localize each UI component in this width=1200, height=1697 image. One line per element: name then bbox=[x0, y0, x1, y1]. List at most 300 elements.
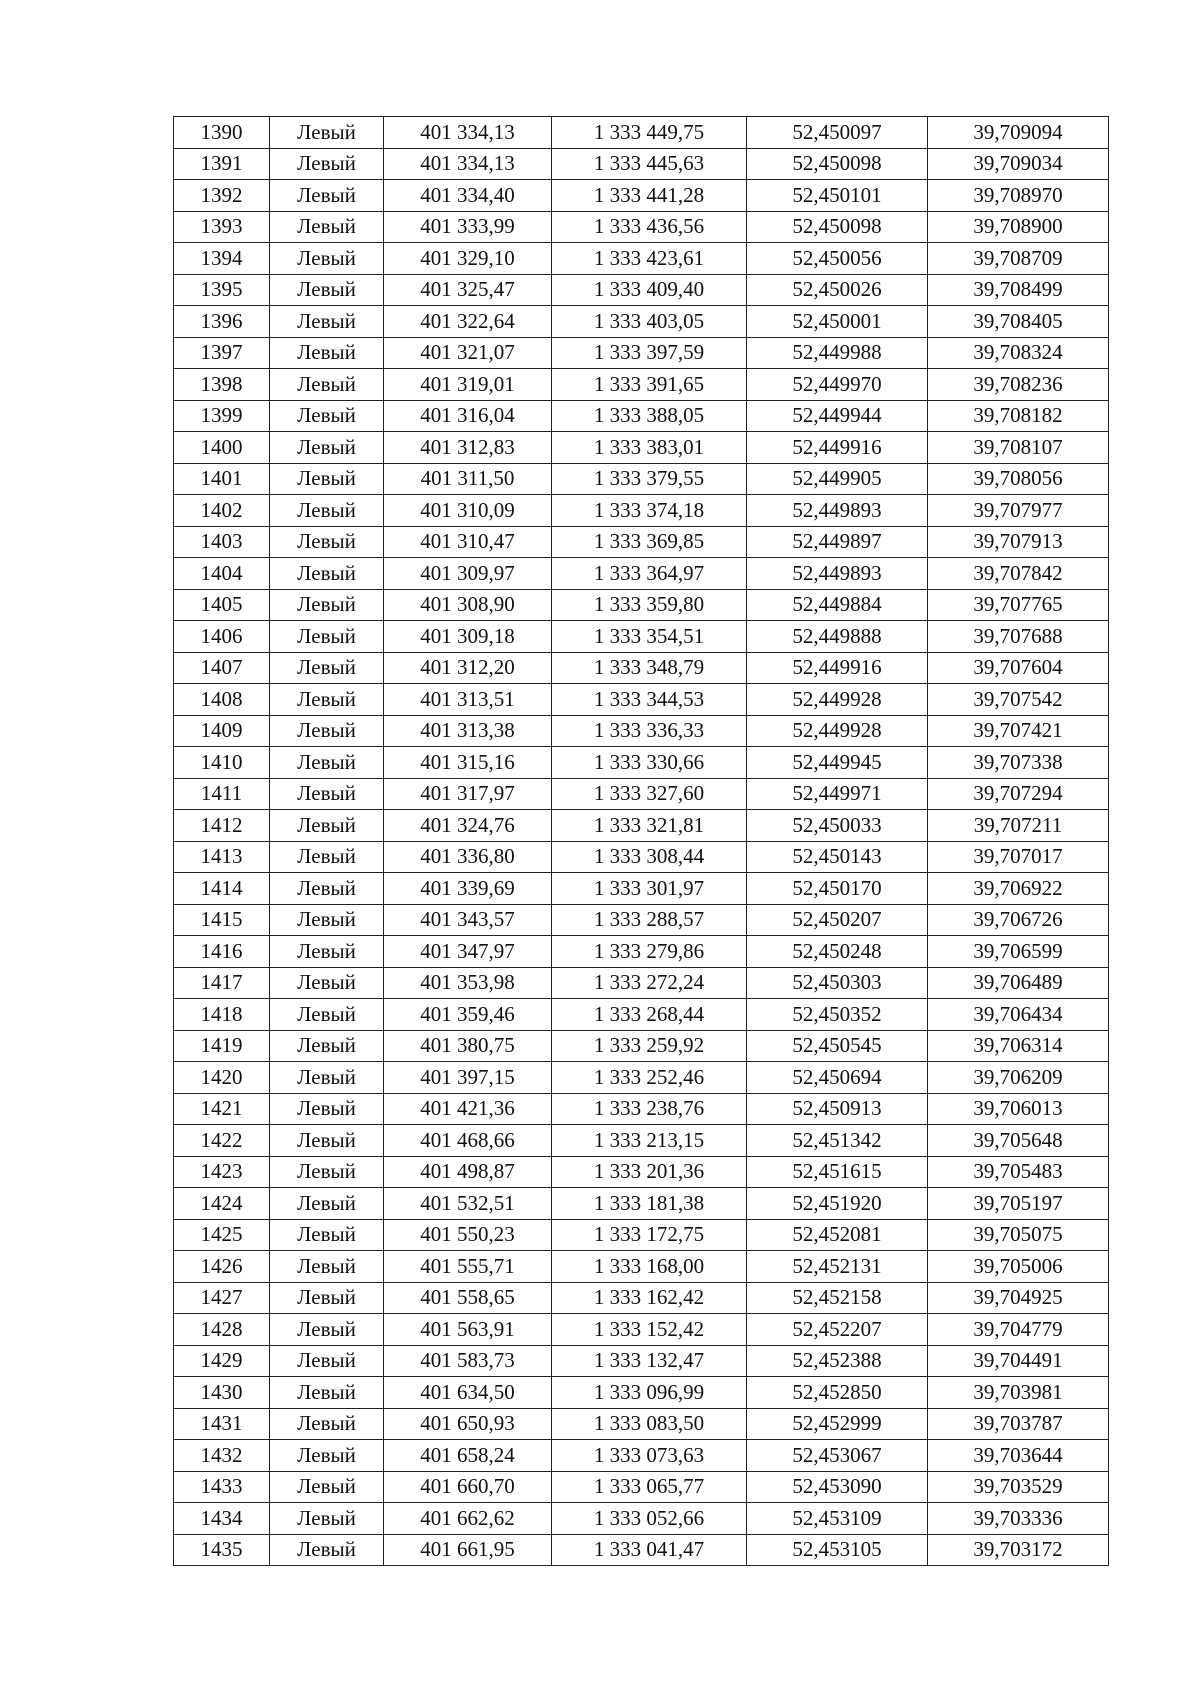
point-number-cell: 1406 bbox=[174, 621, 270, 653]
point-number-cell: 1397 bbox=[174, 337, 270, 369]
latitude-cell: 52,450001 bbox=[747, 306, 928, 338]
x-coordinate-cell: 401 661,95 bbox=[384, 1534, 552, 1566]
latitude-cell: 52,449928 bbox=[747, 684, 928, 716]
x-coordinate-cell: 401 334,13 bbox=[384, 148, 552, 180]
table-row bbox=[174, 841, 1109, 873]
side-cell: Левый bbox=[270, 558, 384, 590]
y-coordinate-cell: 1 333 391,65 bbox=[552, 369, 747, 401]
latitude-cell: 52,450207 bbox=[747, 904, 928, 936]
table-row bbox=[174, 243, 1109, 275]
y-coordinate-cell: 1 333 436,56 bbox=[552, 211, 747, 243]
point-number-cell: 1400 bbox=[174, 432, 270, 464]
longitude-cell: 39,705006 bbox=[928, 1251, 1109, 1283]
latitude-cell: 52,449893 bbox=[747, 558, 928, 590]
table-row bbox=[174, 589, 1109, 621]
point-number-cell: 1431 bbox=[174, 1408, 270, 1440]
y-coordinate-cell: 1 333 321,81 bbox=[552, 810, 747, 842]
x-coordinate-cell: 401 310,47 bbox=[384, 526, 552, 558]
side-cell: Левый bbox=[270, 1251, 384, 1283]
point-number-cell: 1404 bbox=[174, 558, 270, 590]
y-coordinate-cell: 1 333 441,28 bbox=[552, 180, 747, 212]
y-coordinate-cell: 1 333 272,24 bbox=[552, 967, 747, 999]
side-cell: Левый bbox=[270, 841, 384, 873]
x-coordinate-cell: 401 312,20 bbox=[384, 652, 552, 684]
longitude-cell: 39,706489 bbox=[928, 967, 1109, 999]
latitude-cell: 52,450056 bbox=[747, 243, 928, 275]
y-coordinate-cell: 1 333 348,79 bbox=[552, 652, 747, 684]
latitude-cell: 52,450352 bbox=[747, 999, 928, 1031]
latitude-cell: 52,449888 bbox=[747, 621, 928, 653]
point-number-cell: 1425 bbox=[174, 1219, 270, 1251]
point-number-cell: 1402 bbox=[174, 495, 270, 527]
x-coordinate-cell: 401 312,83 bbox=[384, 432, 552, 464]
x-coordinate-cell: 401 321,07 bbox=[384, 337, 552, 369]
table-row bbox=[174, 904, 1109, 936]
y-coordinate-cell: 1 333 308,44 bbox=[552, 841, 747, 873]
point-number-cell: 1418 bbox=[174, 999, 270, 1031]
y-coordinate-cell: 1 333 301,97 bbox=[552, 873, 747, 905]
table-row bbox=[174, 747, 1109, 779]
longitude-cell: 39,709094 bbox=[928, 117, 1109, 149]
side-cell: Левый bbox=[270, 589, 384, 621]
latitude-cell: 52,452388 bbox=[747, 1345, 928, 1377]
latitude-cell: 52,450694 bbox=[747, 1062, 928, 1094]
point-number-cell: 1408 bbox=[174, 684, 270, 716]
y-coordinate-cell: 1 333 238,76 bbox=[552, 1093, 747, 1125]
point-number-cell: 1428 bbox=[174, 1314, 270, 1346]
y-coordinate-cell: 1 333 330,66 bbox=[552, 747, 747, 779]
side-cell: Левый bbox=[270, 337, 384, 369]
side-cell: Левый bbox=[270, 873, 384, 905]
y-coordinate-cell: 1 333 168,00 bbox=[552, 1251, 747, 1283]
longitude-cell: 39,703529 bbox=[928, 1471, 1109, 1503]
y-coordinate-cell: 1 333 268,44 bbox=[552, 999, 747, 1031]
side-cell: Левый bbox=[270, 526, 384, 558]
latitude-cell: 52,449971 bbox=[747, 778, 928, 810]
side-cell: Левый bbox=[270, 1440, 384, 1472]
latitude-cell: 52,449945 bbox=[747, 747, 928, 779]
side-cell: Левый bbox=[270, 180, 384, 212]
latitude-cell: 52,449916 bbox=[747, 652, 928, 684]
side-cell: Левый bbox=[270, 747, 384, 779]
longitude-cell: 39,706726 bbox=[928, 904, 1109, 936]
x-coordinate-cell: 401 660,70 bbox=[384, 1471, 552, 1503]
point-number-cell: 1415 bbox=[174, 904, 270, 936]
x-coordinate-cell: 401 555,71 bbox=[384, 1251, 552, 1283]
x-coordinate-cell: 401 339,69 bbox=[384, 873, 552, 905]
y-coordinate-cell: 1 333 073,63 bbox=[552, 1440, 747, 1472]
point-number-cell: 1427 bbox=[174, 1282, 270, 1314]
point-number-cell: 1423 bbox=[174, 1156, 270, 1188]
y-coordinate-cell: 1 333 201,36 bbox=[552, 1156, 747, 1188]
x-coordinate-cell: 401 311,50 bbox=[384, 463, 552, 495]
point-number-cell: 1430 bbox=[174, 1377, 270, 1409]
y-coordinate-cell: 1 333 364,97 bbox=[552, 558, 747, 590]
x-coordinate-cell: 401 309,97 bbox=[384, 558, 552, 590]
side-cell: Левый bbox=[270, 652, 384, 684]
table-row bbox=[174, 369, 1109, 401]
y-coordinate-cell: 1 333 445,63 bbox=[552, 148, 747, 180]
longitude-cell: 39,705648 bbox=[928, 1125, 1109, 1157]
table-row bbox=[174, 936, 1109, 968]
side-cell: Левый bbox=[270, 967, 384, 999]
point-number-cell: 1399 bbox=[174, 400, 270, 432]
table-row bbox=[174, 432, 1109, 464]
point-number-cell: 1433 bbox=[174, 1471, 270, 1503]
x-coordinate-cell: 401 309,18 bbox=[384, 621, 552, 653]
coordinates-table-body bbox=[174, 117, 1109, 1566]
side-cell: Левый bbox=[270, 1125, 384, 1157]
latitude-cell: 52,453067 bbox=[747, 1440, 928, 1472]
longitude-cell: 39,705197 bbox=[928, 1188, 1109, 1220]
latitude-cell: 52,453105 bbox=[747, 1534, 928, 1566]
longitude-cell: 39,708900 bbox=[928, 211, 1109, 243]
table-row bbox=[174, 558, 1109, 590]
latitude-cell: 52,450545 bbox=[747, 1030, 928, 1062]
x-coordinate-cell: 401 316,04 bbox=[384, 400, 552, 432]
latitude-cell: 52,449905 bbox=[747, 463, 928, 495]
side-cell: Левый bbox=[270, 778, 384, 810]
longitude-cell: 39,709034 bbox=[928, 148, 1109, 180]
longitude-cell: 39,703336 bbox=[928, 1503, 1109, 1535]
longitude-cell: 39,707604 bbox=[928, 652, 1109, 684]
y-coordinate-cell: 1 333 388,05 bbox=[552, 400, 747, 432]
point-number-cell: 1414 bbox=[174, 873, 270, 905]
table-row bbox=[174, 274, 1109, 306]
longitude-cell: 39,706434 bbox=[928, 999, 1109, 1031]
table-row bbox=[174, 400, 1109, 432]
y-coordinate-cell: 1 333 369,85 bbox=[552, 526, 747, 558]
longitude-cell: 39,703981 bbox=[928, 1377, 1109, 1409]
table-row bbox=[174, 1440, 1109, 1472]
x-coordinate-cell: 401 421,36 bbox=[384, 1093, 552, 1125]
point-number-cell: 1412 bbox=[174, 810, 270, 842]
side-cell: Левый bbox=[270, 1345, 384, 1377]
table-row bbox=[174, 652, 1109, 684]
table-row bbox=[174, 684, 1109, 716]
x-coordinate-cell: 401 563,91 bbox=[384, 1314, 552, 1346]
table-row bbox=[174, 1503, 1109, 1535]
point-number-cell: 1429 bbox=[174, 1345, 270, 1377]
longitude-cell: 39,703787 bbox=[928, 1408, 1109, 1440]
x-coordinate-cell: 401 336,80 bbox=[384, 841, 552, 873]
side-cell: Левый bbox=[270, 1503, 384, 1535]
x-coordinate-cell: 401 359,46 bbox=[384, 999, 552, 1031]
longitude-cell: 39,706599 bbox=[928, 936, 1109, 968]
x-coordinate-cell: 401 397,15 bbox=[384, 1062, 552, 1094]
y-coordinate-cell: 1 333 162,42 bbox=[552, 1282, 747, 1314]
y-coordinate-cell: 1 333 172,75 bbox=[552, 1219, 747, 1251]
table-row bbox=[174, 180, 1109, 212]
latitude-cell: 52,449970 bbox=[747, 369, 928, 401]
x-coordinate-cell: 401 329,10 bbox=[384, 243, 552, 275]
side-cell: Левый bbox=[270, 1377, 384, 1409]
side-cell: Левый bbox=[270, 999, 384, 1031]
latitude-cell: 52,449897 bbox=[747, 526, 928, 558]
longitude-cell: 39,708236 bbox=[928, 369, 1109, 401]
latitude-cell: 52,450303 bbox=[747, 967, 928, 999]
table-row bbox=[174, 1377, 1109, 1409]
table-row bbox=[174, 463, 1109, 495]
point-number-cell: 1396 bbox=[174, 306, 270, 338]
table-row bbox=[174, 1471, 1109, 1503]
y-coordinate-cell: 1 333 213,15 bbox=[552, 1125, 747, 1157]
latitude-cell: 52,450248 bbox=[747, 936, 928, 968]
point-number-cell: 1403 bbox=[174, 526, 270, 558]
point-number-cell: 1394 bbox=[174, 243, 270, 275]
y-coordinate-cell: 1 333 096,99 bbox=[552, 1377, 747, 1409]
x-coordinate-cell: 401 498,87 bbox=[384, 1156, 552, 1188]
x-coordinate-cell: 401 315,16 bbox=[384, 747, 552, 779]
latitude-cell: 52,452081 bbox=[747, 1219, 928, 1251]
x-coordinate-cell: 401 558,65 bbox=[384, 1282, 552, 1314]
side-cell: Левый bbox=[270, 810, 384, 842]
y-coordinate-cell: 1 333 252,46 bbox=[552, 1062, 747, 1094]
side-cell: Левый bbox=[270, 936, 384, 968]
y-coordinate-cell: 1 333 354,51 bbox=[552, 621, 747, 653]
y-coordinate-cell: 1 333 359,80 bbox=[552, 589, 747, 621]
x-coordinate-cell: 401 658,24 bbox=[384, 1440, 552, 1472]
table-row bbox=[174, 211, 1109, 243]
side-cell: Левый bbox=[270, 1188, 384, 1220]
latitude-cell: 52,449893 bbox=[747, 495, 928, 527]
side-cell: Левый bbox=[270, 463, 384, 495]
table-row bbox=[174, 873, 1109, 905]
side-cell: Левый bbox=[270, 1314, 384, 1346]
longitude-cell: 39,705483 bbox=[928, 1156, 1109, 1188]
side-cell: Левый bbox=[270, 715, 384, 747]
y-coordinate-cell: 1 333 423,61 bbox=[552, 243, 747, 275]
latitude-cell: 52,452850 bbox=[747, 1377, 928, 1409]
table-row bbox=[174, 526, 1109, 558]
side-cell: Левый bbox=[270, 306, 384, 338]
table-row bbox=[174, 810, 1109, 842]
x-coordinate-cell: 401 583,73 bbox=[384, 1345, 552, 1377]
side-cell: Левый bbox=[270, 684, 384, 716]
point-number-cell: 1424 bbox=[174, 1188, 270, 1220]
point-number-cell: 1422 bbox=[174, 1125, 270, 1157]
longitude-cell: 39,708499 bbox=[928, 274, 1109, 306]
side-cell: Левый bbox=[270, 400, 384, 432]
point-number-cell: 1410 bbox=[174, 747, 270, 779]
x-coordinate-cell: 401 333,99 bbox=[384, 211, 552, 243]
x-coordinate-cell: 401 324,76 bbox=[384, 810, 552, 842]
latitude-cell: 52,452207 bbox=[747, 1314, 928, 1346]
table-row bbox=[174, 967, 1109, 999]
table-row bbox=[174, 148, 1109, 180]
longitude-cell: 39,708107 bbox=[928, 432, 1109, 464]
longitude-cell: 39,708056 bbox=[928, 463, 1109, 495]
x-coordinate-cell: 401 634,50 bbox=[384, 1377, 552, 1409]
table-row bbox=[174, 1314, 1109, 1346]
latitude-cell: 52,450913 bbox=[747, 1093, 928, 1125]
latitude-cell: 52,449928 bbox=[747, 715, 928, 747]
latitude-cell: 52,453109 bbox=[747, 1503, 928, 1535]
longitude-cell: 39,703644 bbox=[928, 1440, 1109, 1472]
table-row bbox=[174, 999, 1109, 1031]
side-cell: Левый bbox=[270, 369, 384, 401]
side-cell: Левый bbox=[270, 274, 384, 306]
x-coordinate-cell: 401 550,23 bbox=[384, 1219, 552, 1251]
latitude-cell: 52,451615 bbox=[747, 1156, 928, 1188]
latitude-cell: 52,450098 bbox=[747, 148, 928, 180]
y-coordinate-cell: 1 333 374,18 bbox=[552, 495, 747, 527]
longitude-cell: 39,707294 bbox=[928, 778, 1109, 810]
longitude-cell: 39,707211 bbox=[928, 810, 1109, 842]
side-cell: Левый bbox=[270, 621, 384, 653]
side-cell: Левый bbox=[270, 904, 384, 936]
side-cell: Левый bbox=[270, 117, 384, 149]
latitude-cell: 52,452999 bbox=[747, 1408, 928, 1440]
table-row bbox=[174, 495, 1109, 527]
point-number-cell: 1393 bbox=[174, 211, 270, 243]
longitude-cell: 39,704925 bbox=[928, 1282, 1109, 1314]
latitude-cell: 52,453090 bbox=[747, 1471, 928, 1503]
side-cell: Левый bbox=[270, 1030, 384, 1062]
y-coordinate-cell: 1 333 383,01 bbox=[552, 432, 747, 464]
table-row bbox=[174, 1125, 1109, 1157]
x-coordinate-cell: 401 662,62 bbox=[384, 1503, 552, 1535]
x-coordinate-cell: 401 313,51 bbox=[384, 684, 552, 716]
side-cell: Левый bbox=[270, 1156, 384, 1188]
point-number-cell: 1426 bbox=[174, 1251, 270, 1283]
point-number-cell: 1419 bbox=[174, 1030, 270, 1062]
point-number-cell: 1395 bbox=[174, 274, 270, 306]
table-row bbox=[174, 1062, 1109, 1094]
longitude-cell: 39,705075 bbox=[928, 1219, 1109, 1251]
x-coordinate-cell: 401 334,40 bbox=[384, 180, 552, 212]
x-coordinate-cell: 401 532,51 bbox=[384, 1188, 552, 1220]
y-coordinate-cell: 1 333 152,42 bbox=[552, 1314, 747, 1346]
longitude-cell: 39,704779 bbox=[928, 1314, 1109, 1346]
x-coordinate-cell: 401 308,90 bbox=[384, 589, 552, 621]
longitude-cell: 39,707542 bbox=[928, 684, 1109, 716]
longitude-cell: 39,706209 bbox=[928, 1062, 1109, 1094]
latitude-cell: 52,451342 bbox=[747, 1125, 928, 1157]
point-number-cell: 1391 bbox=[174, 148, 270, 180]
table-row bbox=[174, 778, 1109, 810]
x-coordinate-cell: 401 353,98 bbox=[384, 967, 552, 999]
table-row bbox=[174, 117, 1109, 149]
longitude-cell: 39,708405 bbox=[928, 306, 1109, 338]
side-cell: Левый bbox=[270, 1282, 384, 1314]
longitude-cell: 39,707688 bbox=[928, 621, 1109, 653]
table-row bbox=[174, 1188, 1109, 1220]
longitude-cell: 39,708182 bbox=[928, 400, 1109, 432]
longitude-cell: 39,706013 bbox=[928, 1093, 1109, 1125]
x-coordinate-cell: 401 380,75 bbox=[384, 1030, 552, 1062]
point-number-cell: 1417 bbox=[174, 967, 270, 999]
table-row bbox=[174, 1534, 1109, 1566]
table-row bbox=[174, 1408, 1109, 1440]
side-cell: Левый bbox=[270, 1471, 384, 1503]
x-coordinate-cell: 401 317,97 bbox=[384, 778, 552, 810]
latitude-cell: 52,451920 bbox=[747, 1188, 928, 1220]
side-cell: Левый bbox=[270, 243, 384, 275]
x-coordinate-cell: 401 650,93 bbox=[384, 1408, 552, 1440]
longitude-cell: 39,708709 bbox=[928, 243, 1109, 275]
side-cell: Левый bbox=[270, 1093, 384, 1125]
point-number-cell: 1434 bbox=[174, 1503, 270, 1535]
x-coordinate-cell: 401 334,13 bbox=[384, 117, 552, 149]
longitude-cell: 39,707913 bbox=[928, 526, 1109, 558]
latitude-cell: 52,450101 bbox=[747, 180, 928, 212]
side-cell: Левый bbox=[270, 148, 384, 180]
coordinates-table bbox=[173, 116, 1109, 1566]
point-number-cell: 1407 bbox=[174, 652, 270, 684]
table-row bbox=[174, 1156, 1109, 1188]
table-row bbox=[174, 1345, 1109, 1377]
latitude-cell: 52,449916 bbox=[747, 432, 928, 464]
y-coordinate-cell: 1 333 181,38 bbox=[552, 1188, 747, 1220]
x-coordinate-cell: 401 468,66 bbox=[384, 1125, 552, 1157]
point-number-cell: 1411 bbox=[174, 778, 270, 810]
point-number-cell: 1409 bbox=[174, 715, 270, 747]
y-coordinate-cell: 1 333 449,75 bbox=[552, 117, 747, 149]
y-coordinate-cell: 1 333 132,47 bbox=[552, 1345, 747, 1377]
latitude-cell: 52,452131 bbox=[747, 1251, 928, 1283]
table-row bbox=[174, 621, 1109, 653]
y-coordinate-cell: 1 333 344,53 bbox=[552, 684, 747, 716]
y-coordinate-cell: 1 333 379,55 bbox=[552, 463, 747, 495]
y-coordinate-cell: 1 333 065,77 bbox=[552, 1471, 747, 1503]
y-coordinate-cell: 1 333 403,05 bbox=[552, 306, 747, 338]
latitude-cell: 52,450098 bbox=[747, 211, 928, 243]
y-coordinate-cell: 1 333 052,66 bbox=[552, 1503, 747, 1535]
latitude-cell: 52,449944 bbox=[747, 400, 928, 432]
longitude-cell: 39,708970 bbox=[928, 180, 1109, 212]
side-cell: Левый bbox=[270, 1408, 384, 1440]
point-number-cell: 1432 bbox=[174, 1440, 270, 1472]
side-cell: Левый bbox=[270, 211, 384, 243]
y-coordinate-cell: 1 333 327,60 bbox=[552, 778, 747, 810]
longitude-cell: 39,707421 bbox=[928, 715, 1109, 747]
latitude-cell: 52,449988 bbox=[747, 337, 928, 369]
y-coordinate-cell: 1 333 279,86 bbox=[552, 936, 747, 968]
point-number-cell: 1416 bbox=[174, 936, 270, 968]
table-row bbox=[174, 1030, 1109, 1062]
longitude-cell: 39,707842 bbox=[928, 558, 1109, 590]
point-number-cell: 1405 bbox=[174, 589, 270, 621]
point-number-cell: 1435 bbox=[174, 1534, 270, 1566]
longitude-cell: 39,707017 bbox=[928, 841, 1109, 873]
side-cell: Левый bbox=[270, 495, 384, 527]
y-coordinate-cell: 1 333 336,33 bbox=[552, 715, 747, 747]
y-coordinate-cell: 1 333 409,40 bbox=[552, 274, 747, 306]
longitude-cell: 39,708324 bbox=[928, 337, 1109, 369]
x-coordinate-cell: 401 347,97 bbox=[384, 936, 552, 968]
point-number-cell: 1401 bbox=[174, 463, 270, 495]
latitude-cell: 52,450097 bbox=[747, 117, 928, 149]
point-number-cell: 1392 bbox=[174, 180, 270, 212]
x-coordinate-cell: 401 313,38 bbox=[384, 715, 552, 747]
longitude-cell: 39,704491 bbox=[928, 1345, 1109, 1377]
point-number-cell: 1421 bbox=[174, 1093, 270, 1125]
side-cell: Левый bbox=[270, 1219, 384, 1251]
latitude-cell: 52,450170 bbox=[747, 873, 928, 905]
table-row bbox=[174, 1219, 1109, 1251]
latitude-cell: 52,450143 bbox=[747, 841, 928, 873]
x-coordinate-cell: 401 310,09 bbox=[384, 495, 552, 527]
side-cell: Левый bbox=[270, 1534, 384, 1566]
x-coordinate-cell: 401 319,01 bbox=[384, 369, 552, 401]
y-coordinate-cell: 1 333 397,59 bbox=[552, 337, 747, 369]
longitude-cell: 39,703172 bbox=[928, 1534, 1109, 1566]
table-row bbox=[174, 306, 1109, 338]
latitude-cell: 52,449884 bbox=[747, 589, 928, 621]
y-coordinate-cell: 1 333 083,50 bbox=[552, 1408, 747, 1440]
point-number-cell: 1420 bbox=[174, 1062, 270, 1094]
